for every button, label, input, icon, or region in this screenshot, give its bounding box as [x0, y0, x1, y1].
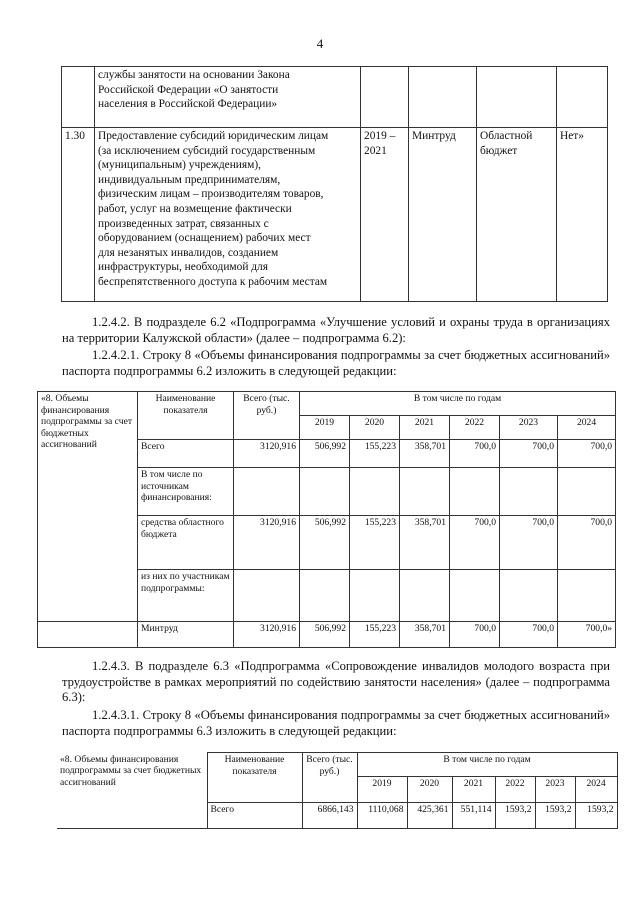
measure-executor — [409, 67, 477, 128]
year-value — [450, 468, 500, 516]
measures-table — [61, 66, 608, 302]
year-value: 358,701 — [400, 622, 450, 648]
measure-source: Областной бюджет — [477, 128, 557, 302]
year-value: 506,992 — [300, 516, 350, 570]
year-value: 506,992 — [300, 622, 350, 648]
years-header: В том числе по годам — [357, 753, 617, 777]
year-cell: 2023 — [535, 777, 575, 803]
table-row — [62, 67, 608, 128]
year-value: 155,223 — [350, 440, 400, 468]
year-value: 358,701 — [400, 516, 450, 570]
financing-table-6-3 — [57, 752, 618, 829]
table-header-row — [38, 392, 616, 416]
total-value — [234, 570, 300, 622]
year-value — [400, 570, 450, 622]
year-cell: 2019 — [300, 416, 350, 440]
financing-label: «8. Объемы финансирования подпрограммы за счет бюджетных ассигнований — [38, 392, 138, 622]
year-value: 700,0 — [450, 622, 500, 648]
year-cell: 2022 — [450, 416, 500, 440]
total-header: Всего (тыс. руб.) — [234, 392, 300, 440]
year-cell: 2024 — [558, 416, 616, 440]
total-value: 3120,916 — [234, 622, 300, 648]
year-cell: 2024 — [575, 777, 617, 803]
measure-years — [361, 67, 409, 128]
name-header: Наименование показателя — [207, 753, 302, 803]
indicator-name: из них по участникам подпрограммы: — [138, 570, 234, 622]
year-value: 700,0 — [500, 440, 558, 468]
year-value: 700,0 — [558, 440, 616, 468]
year-value: 1593,2 — [535, 803, 575, 829]
label-continuation — [38, 622, 138, 648]
year-cell: 2019 — [357, 777, 407, 803]
measure-note — [557, 67, 608, 128]
year-value — [450, 570, 500, 622]
year-cell: 2022 — [495, 777, 535, 803]
year-value — [558, 570, 616, 622]
table-row — [62, 128, 608, 302]
row-number — [62, 67, 95, 128]
year-value: 551,114 — [452, 803, 495, 829]
indicator-name: Всего — [207, 803, 302, 829]
year-value: 506,992 — [300, 440, 350, 468]
year-value — [300, 570, 350, 622]
year-cell: 2020 — [407, 777, 452, 803]
row-number: 1.30 — [62, 128, 95, 302]
indicator-name: средства областного бюджета — [138, 516, 234, 570]
table-header-row — [57, 753, 617, 777]
year-value: 425,361 — [407, 803, 452, 829]
year-value — [500, 570, 558, 622]
indicator-name: Минтруд — [138, 622, 234, 648]
paragraph-1-2-4-3-1: 1.2.4.3.1. Строку 8 «Объемы финансирования подпрограммы за счет бюджетных ассигнований» паспорта подпрограммы 6.3 изложить в следующей редакции: — [62, 708, 610, 738]
year-cell: 2021 — [452, 777, 495, 803]
year-value: 700,0 — [450, 440, 500, 468]
year-value: 155,223 — [350, 622, 400, 648]
paragraph-1-2-4-2-1: 1.2.4.2.1. Строку 8 «Объемы финансирования подпрограммы за счет бюджетных ассигнований» паспорта подпрограммы 6.2 изложить в следующей редакции: — [62, 348, 610, 378]
name-header: Наименование показателя — [138, 392, 234, 440]
page-number: 4 — [316, 36, 324, 51]
year-value — [350, 570, 400, 622]
measure-source — [477, 67, 557, 128]
year-value: 358,701 — [400, 440, 450, 468]
year-value: 700,0 — [500, 516, 558, 570]
measure-years: 2019 – 2021 — [361, 128, 409, 302]
total-header: Всего (тыс. руб.) — [302, 753, 357, 803]
total-value — [234, 468, 300, 516]
year-cell: 2023 — [500, 416, 558, 440]
measure-executor: Минтруд — [409, 128, 477, 302]
year-value: 700,0 — [450, 516, 500, 570]
year-cell: 2020 — [350, 416, 400, 440]
financing-label: «8. Объемы финансирования подпрограммы за счет бюджетных ассигнований — [57, 753, 207, 829]
measure-text: службы занятости на основании Закона Российской Федерации «О занятости населения в Российской Федерации» — [95, 67, 361, 128]
year-value: 1110,068 — [357, 803, 407, 829]
year-cell: 2021 — [400, 416, 450, 440]
paragraph-1-2-4-2: 1.2.4.2. В подразделе 6.2 «Подпрограмма «Улучшение условий и охраны труда в организациях на территории Калужской области» (далее – подпрограмма 6.2): — [62, 315, 610, 345]
year-value: 1593,2 — [495, 803, 535, 829]
indicator-name: Всего — [138, 440, 234, 468]
year-value — [350, 468, 400, 516]
year-value — [300, 468, 350, 516]
years-header: В том числе по годам — [300, 392, 616, 416]
total-value: 3120,916 — [234, 516, 300, 570]
year-value: 700,0 — [500, 622, 558, 648]
paragraph-1-2-4-3: 1.2.4.3. В подразделе 6.3 «Подпрограмма «Сопровождение инвалидов молодого возраста при трудоустройстве в рамках мероприятий по содействию занятости населения» (далее – подпрограмма 6.3): — [62, 659, 610, 704]
measure-text: Предоставление субсидий юридическим лицам (за исключением субсидий государственным (муниципальным) учреждениям), индивидуальным предпринимателям, физическим лицам – производителям товаров, работ, услуг на возмещение фактически произведенных затрат, связанных с оборудованием (оснащением) рабочих мест для незанятых инвалидов, созданием инфраструктуры, необходимой для беспрепятственного доступа к рабочим местам — [95, 128, 361, 302]
year-value: 700,0 — [558, 516, 616, 570]
total-value: 6866,143 — [302, 803, 357, 829]
total-value: 3120,916 — [234, 440, 300, 468]
year-value — [500, 468, 558, 516]
measure-note: Нет» — [557, 128, 608, 302]
year-value — [558, 468, 616, 516]
year-value: 155,223 — [350, 516, 400, 570]
year-value: 700,0» — [558, 622, 616, 648]
table-row — [38, 622, 616, 648]
year-value: 1593,2 — [575, 803, 617, 829]
financing-table-6-2 — [37, 391, 616, 648]
indicator-name: В том числе по источникам финансирования: — [138, 468, 234, 516]
year-value — [400, 468, 450, 516]
